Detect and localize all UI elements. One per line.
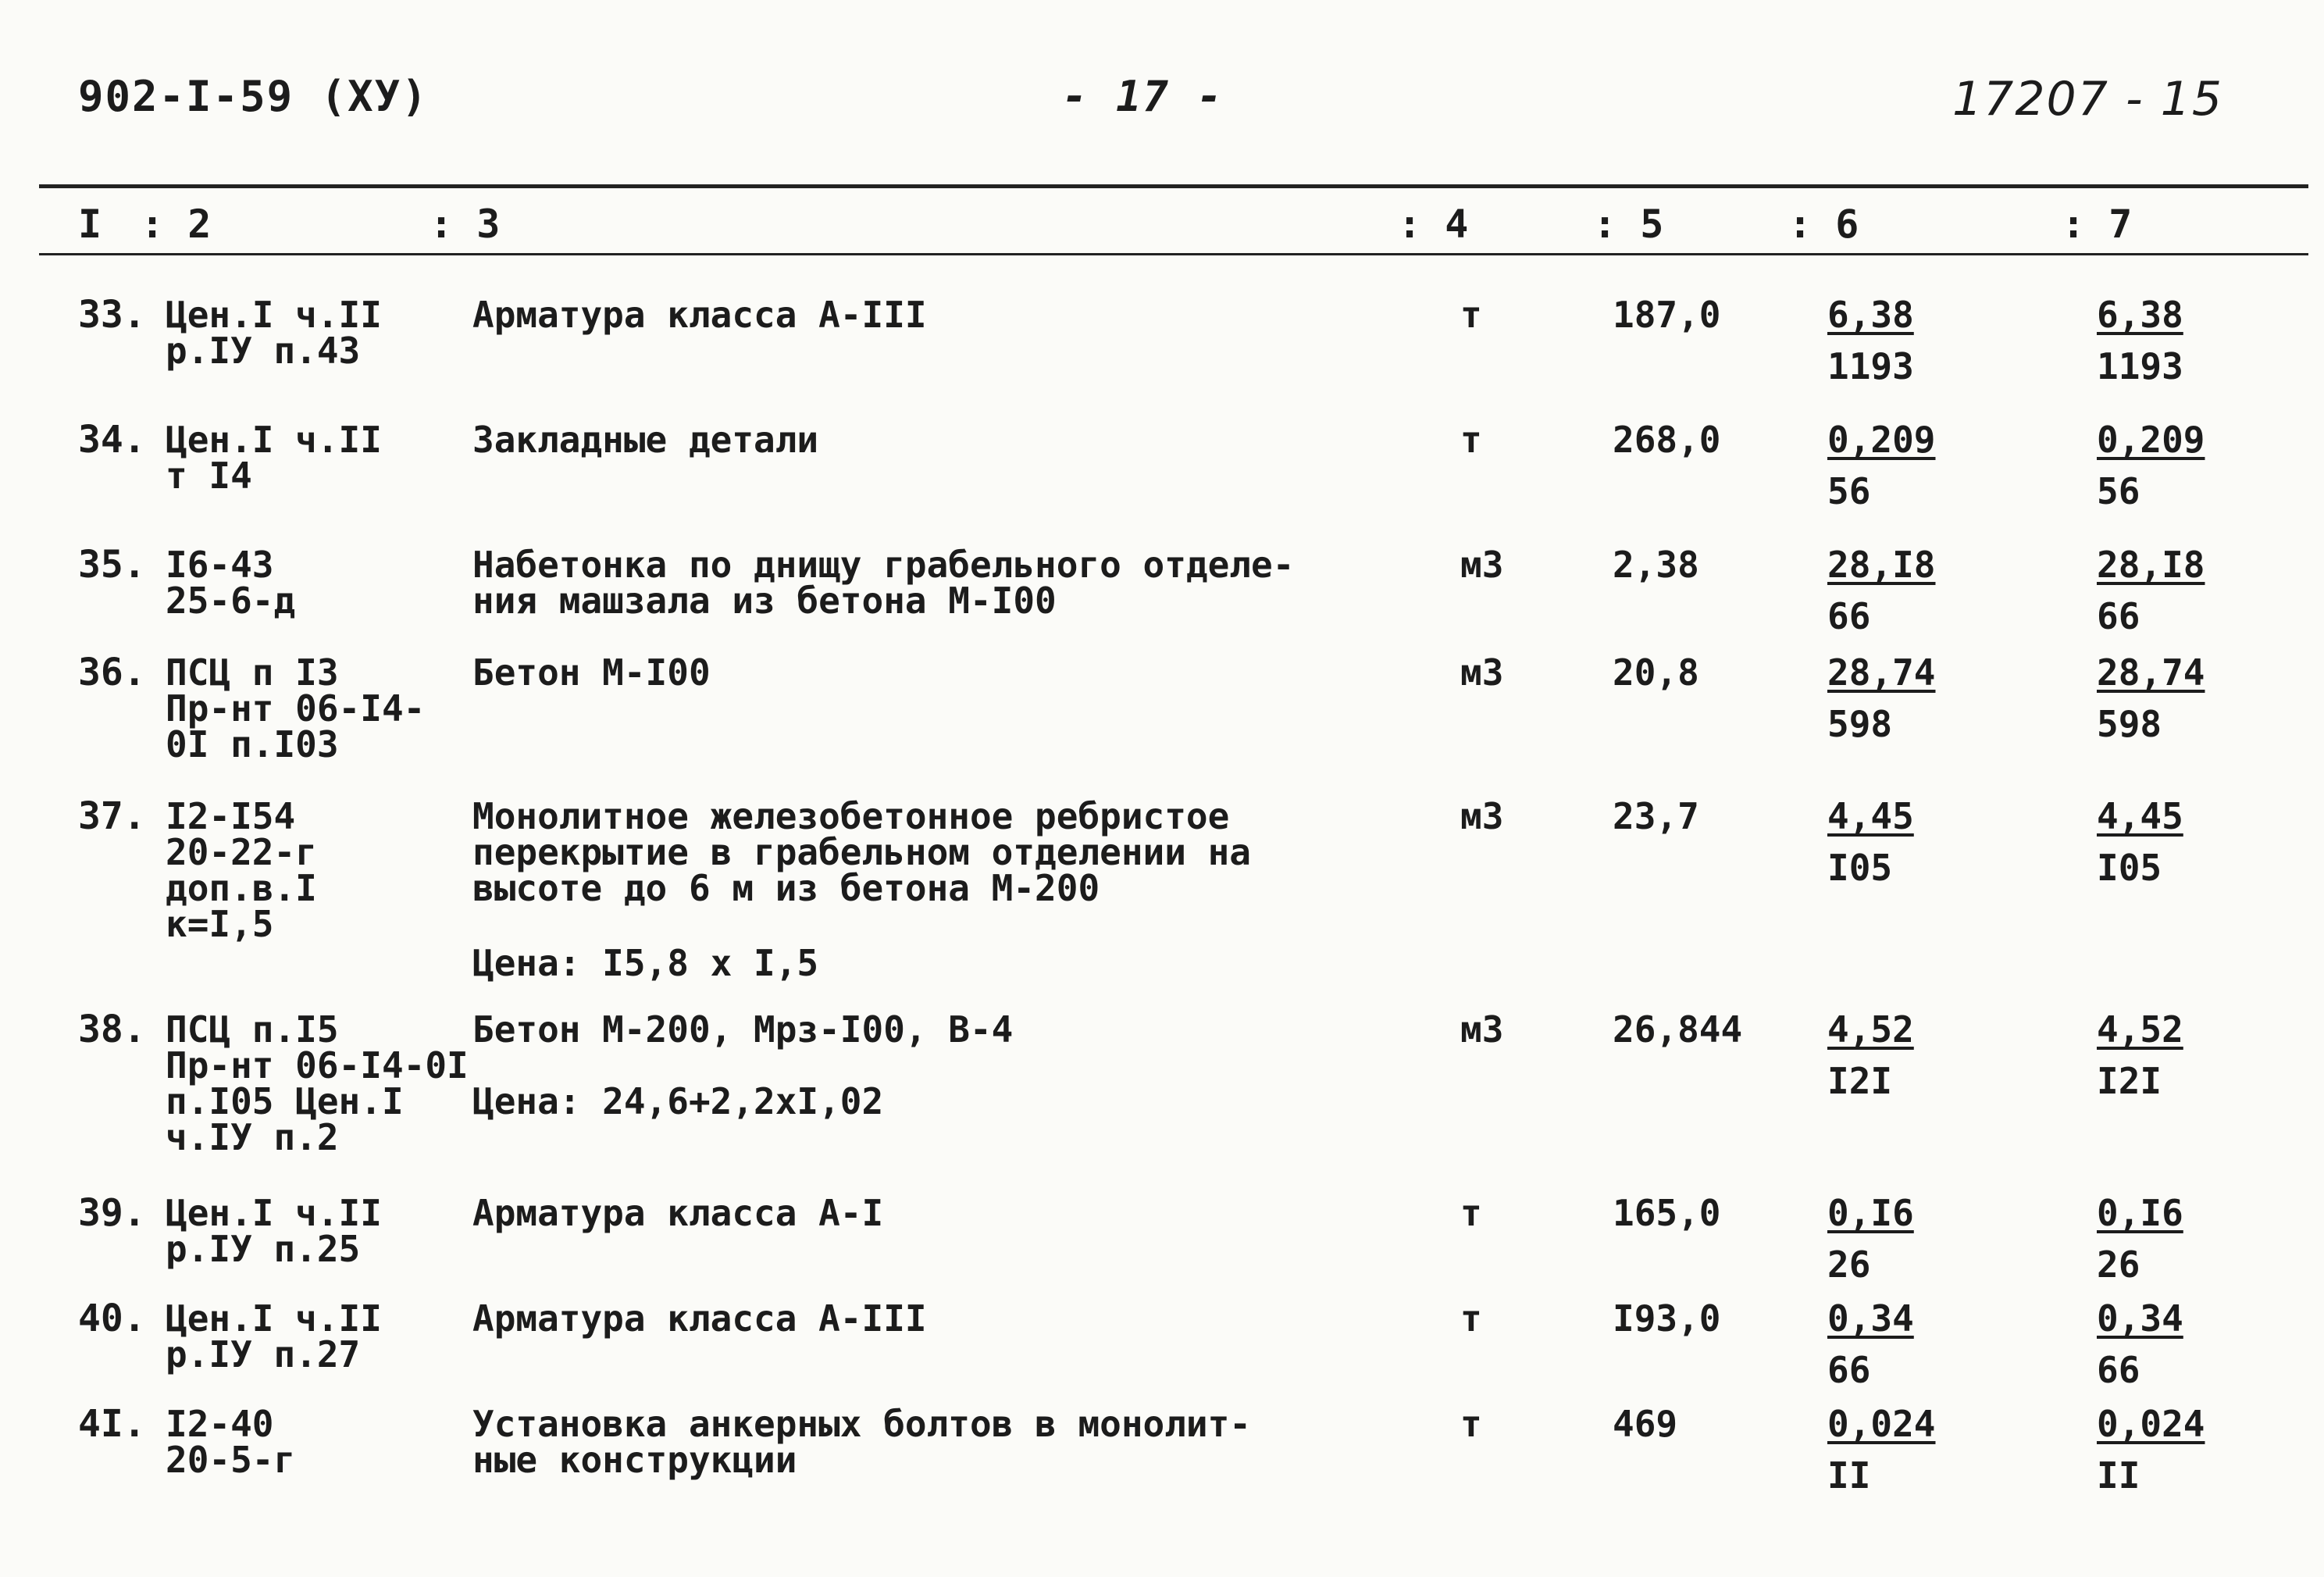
row-number: 33.	[78, 293, 146, 337]
unit-cost-top: 6,38	[1827, 294, 1914, 336]
quantity: 23,7	[1613, 795, 1699, 837]
unit-of-measure: м3	[1460, 795, 1504, 837]
total-cost-bottom: 66	[2097, 1349, 2140, 1391]
column-header-3: : 3	[430, 202, 501, 247]
unit-of-measure: м3	[1460, 544, 1504, 586]
unit-cost-top: 0,024	[1827, 1403, 1936, 1445]
total-cost-top: 4,45	[2097, 795, 2183, 837]
unit-cost-bottom: I2I	[1827, 1060, 1893, 1102]
total-cost-bottom: II	[2097, 1454, 2140, 1497]
unit-of-measure: т	[1460, 1192, 1482, 1234]
quantity: I93,0	[1613, 1297, 1721, 1340]
norm-reference: Цен.I ч.II р.IУ п.25	[166, 1192, 382, 1270]
work-description: Набетонка по днищу грабельного отделе- ния машзала из бетона М-I00	[472, 544, 1295, 622]
total-cost-bottom: 66	[2097, 595, 2140, 637]
quantity: 26,844	[1613, 1008, 1743, 1051]
unit-of-measure: т	[1460, 294, 1482, 336]
unit-cost-top: 4,45	[1827, 795, 1914, 837]
quantity: 268,0	[1613, 419, 1721, 461]
row-number: 35.	[78, 543, 146, 587]
row-number: 37.	[78, 794, 146, 838]
unit-cost-top: 28,74	[1827, 651, 1936, 694]
total-cost-bottom: I05	[2097, 847, 2162, 889]
page-number: - 17 -	[1062, 72, 1224, 121]
row-number: 34.	[78, 418, 146, 462]
total-cost-top: 28,74	[2097, 651, 2205, 694]
total-cost-top: 0,209	[2097, 419, 2205, 461]
unit-cost-bottom: II	[1827, 1454, 1871, 1497]
quantity: 20,8	[1613, 651, 1699, 694]
unit-cost-bottom: 1193	[1827, 345, 1914, 387]
unit-of-measure: т	[1460, 1403, 1482, 1445]
work-description: Арматура класса А-I	[472, 1192, 884, 1234]
unit-cost-top: 0,34	[1827, 1297, 1914, 1340]
row-number: 36.	[78, 651, 146, 694]
unit-cost-top: 0,209	[1827, 419, 1936, 461]
column-header-1: I	[78, 202, 102, 247]
norm-reference: Цен.I ч.II т I4	[166, 419, 382, 497]
unit-of-measure: м3	[1460, 651, 1504, 694]
work-description: Установка анкерных болтов в монолит- ные конструкции	[472, 1403, 1251, 1481]
column-header-7: : 7	[2062, 202, 2133, 247]
document-code: 902-I-59 (XУ)	[78, 72, 429, 121]
sheet-number: 17207 - 15	[1952, 72, 2224, 127]
norm-reference: Цен.I ч.II р.IУ п.43	[166, 294, 382, 372]
table-header-rule	[39, 253, 2308, 255]
norm-reference: Цен.I ч.II р.IУ п.27	[166, 1297, 382, 1375]
total-cost-bottom: 598	[2097, 703, 2162, 745]
unit-of-measure: м3	[1460, 1008, 1504, 1051]
norm-reference: I2-40 20-5-г	[166, 1403, 296, 1481]
quantity: 2,38	[1613, 544, 1699, 586]
row-number: 38.	[78, 1008, 146, 1051]
total-cost-top: 6,38	[2097, 294, 2183, 336]
unit-cost-top: 4,52	[1827, 1008, 1914, 1051]
total-cost-top: 4,52	[2097, 1008, 2183, 1051]
total-cost-bottom: 56	[2097, 470, 2140, 512]
price-note: Цена: 24,6+2,2xI,02	[472, 1080, 884, 1122]
row-number: 39.	[78, 1191, 146, 1235]
work-description: Закладные детали	[472, 419, 819, 461]
unit-cost-bottom: 26	[1827, 1243, 1871, 1286]
unit-cost-bottom: 56	[1827, 470, 1871, 512]
total-cost-top: 0,I6	[2097, 1192, 2183, 1234]
column-header-5: : 5	[1593, 202, 1664, 247]
work-description: Бетон М-I00	[472, 651, 711, 694]
work-description: Монолитное железобетонное ребристое перекрытие в грабельном отделении на высоте до 6 м из бетона М-200	[472, 795, 1251, 909]
column-header-6: : 6	[1788, 202, 1859, 247]
total-cost-bottom: 26	[2097, 1243, 2140, 1286]
unit-of-measure: т	[1460, 1297, 1482, 1340]
work-description: Арматура класса А-III	[472, 1297, 927, 1340]
row-number: 4I.	[78, 1402, 146, 1446]
unit-of-measure: т	[1460, 419, 1482, 461]
unit-cost-bottom: 598	[1827, 703, 1893, 745]
table-top-rule	[39, 184, 2308, 188]
quantity: 165,0	[1613, 1192, 1721, 1234]
unit-cost-bottom: I05	[1827, 847, 1893, 889]
unit-cost-bottom: 66	[1827, 1349, 1871, 1391]
total-cost-bottom: 1193	[2097, 345, 2183, 387]
total-cost-top: 28,I8	[2097, 544, 2205, 586]
unit-cost-bottom: 66	[1827, 595, 1871, 637]
norm-reference: ПСЦ п I3 Пр-нт 06-I4- 0I п.I03	[166, 651, 426, 765]
norm-reference: ПСЦ п.I5 Пр-нт 06-I4-0I п.I05 Цен.I ч.IУ п.2	[166, 1008, 469, 1158]
quantity: 187,0	[1613, 294, 1721, 336]
total-cost-top: 0,024	[2097, 1403, 2205, 1445]
row-number: 40.	[78, 1297, 146, 1340]
work-description: Арматура класса А-III	[472, 294, 927, 336]
total-cost-bottom: I2I	[2097, 1060, 2162, 1102]
column-header-4: : 4	[1398, 202, 1469, 247]
unit-cost-top: 0,I6	[1827, 1192, 1914, 1234]
column-header-2: : 2	[141, 202, 212, 247]
quantity: 469	[1613, 1403, 1678, 1445]
work-description: Бетон М-200, Мрз-I00, В-4	[472, 1008, 1014, 1051]
norm-reference: I2-I54 20-22-г доп.в.I к=I,5	[166, 795, 317, 945]
norm-reference: I6-43 25-6-д	[166, 544, 296, 622]
total-cost-top: 0,34	[2097, 1297, 2183, 1340]
price-note: Цена: I5,8 x I,5	[472, 942, 819, 984]
unit-cost-top: 28,I8	[1827, 544, 1936, 586]
